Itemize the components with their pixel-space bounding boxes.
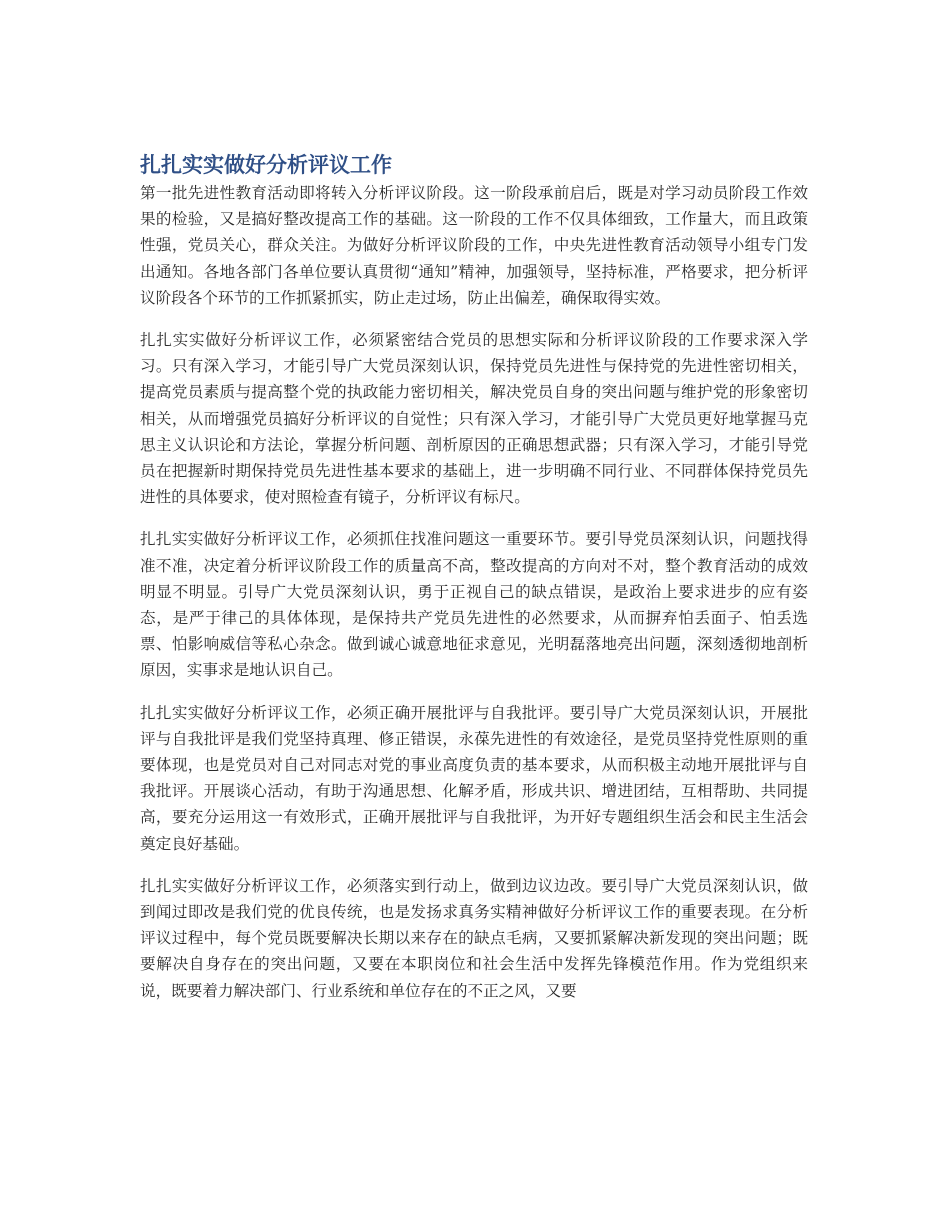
paragraph-4: 扎扎实实做好分析评议工作，必须正确开展批评与自我批评。要引导广大党员深刻认识，开展批评与自我批评是我们党坚持真理、修正错误，永葆先进性的有效途径，是党员坚持党性原则的重要体现，也是党员对自己对同志对党的事业高度负责的基本要求，从而积极主动地开展批评与自我批评。开展谈心活动，有助于沟通思想、化解矛盾，形成共识、增进团结，互相帮助、共同提高，要充分运用这一有效形式，正确开展批评与自我批评，为开好专题组织生活会和民主生活会奠定良好基础。 — [140, 703, 808, 853]
document-title: 扎扎实实做好分析评议工作 — [140, 153, 392, 177]
document-body — [140, 150, 808, 1020]
paragraph-1: 第一批先进性教育活动即将转入分析评议阶段。这一阶段承前启后，既是对学习动员阶段工作效果的检验，又是搞好整改提高工作的基础。这一阶段的工作不仅具体细致，工作量大，而且政策性强，党员关心，群众关注。为做好分析评议阶段的工作，中央先进性教育活动领导小组专门发出通知。各地各部门各单位要认真贯彻“通知”精神，加强领导，坚持标准，严格要求，把分析评议阶段各个环节的工作抓紧抓实，防止走过场，防止出偏差，确保取得实效。 — [140, 184, 808, 307]
paragraph-2: 扎扎实实做好分析评议工作，必须紧密结合党员的思想实际和分析评议阶段的工作要求深入学习。只有深入学习，才能引导广大党员深刻认识，保持党员先进性与保持党的先进性密切相关，提高党员素质与提高整个党的执政能力密切相关，解决党员自身的突出问题与维护党的形象密切相关，从而增强党员搞好分析评议的自觉性；只有深入学习，才能引导广大党员更好地掌握马克思主义认识论和方法论，掌握分析问题、剖析原因的正确思想武器；只有深入学习，才能引导党员在把握新时期保持党员先进性基本要求的基础上，进一步明确不同行业、不同群体保持党员先进性的具体要求，使对照检查有镜子，分析评议有标尺。 — [140, 331, 808, 507]
paragraph-5: 扎扎实实做好分析评议工作，必须落实到行动上，做到边议边改。要引导广大党员深刻认识，做到闻过即改是我们党的优良传统，也是发扬求真务实精神做好分析评议工作的重要表现。在分析评议过程中，每个党员既要解决长期以来存在的缺点毛病，又要抓紧解决新发现的突出问题；既要解决自身存在的突出问题，又要在本职岗位和社会生活中发挥先锋模范作用。作为党组织来说，既要着力解决部门、行业系统和单位存在的不正之风，又要 — [140, 876, 808, 1000]
paragraph-3: 扎扎实实做好分析评议工作，必须抓住找准问题这一重要环节。要引导党员深刻认识，问题找得准不准，决定着分析评议阶段工作的质量高不高，整改提高的方向对不对，整个教育活动的成效明显不明显。引导广大党员深刻认识，勇于正视自己的缺点错误，是政治上要求进步的应有姿态，是严于律己的具体体现，是保持共产党员先进性的必然要求，从而摒弃怕丢面子、怕丢选票、怕影响威信等私心杂念。做到诚心诚意地征求意见，光明磊落地亮出问题，深刻透彻地剖析原因，实事求是地认识自己。 — [140, 530, 808, 680]
